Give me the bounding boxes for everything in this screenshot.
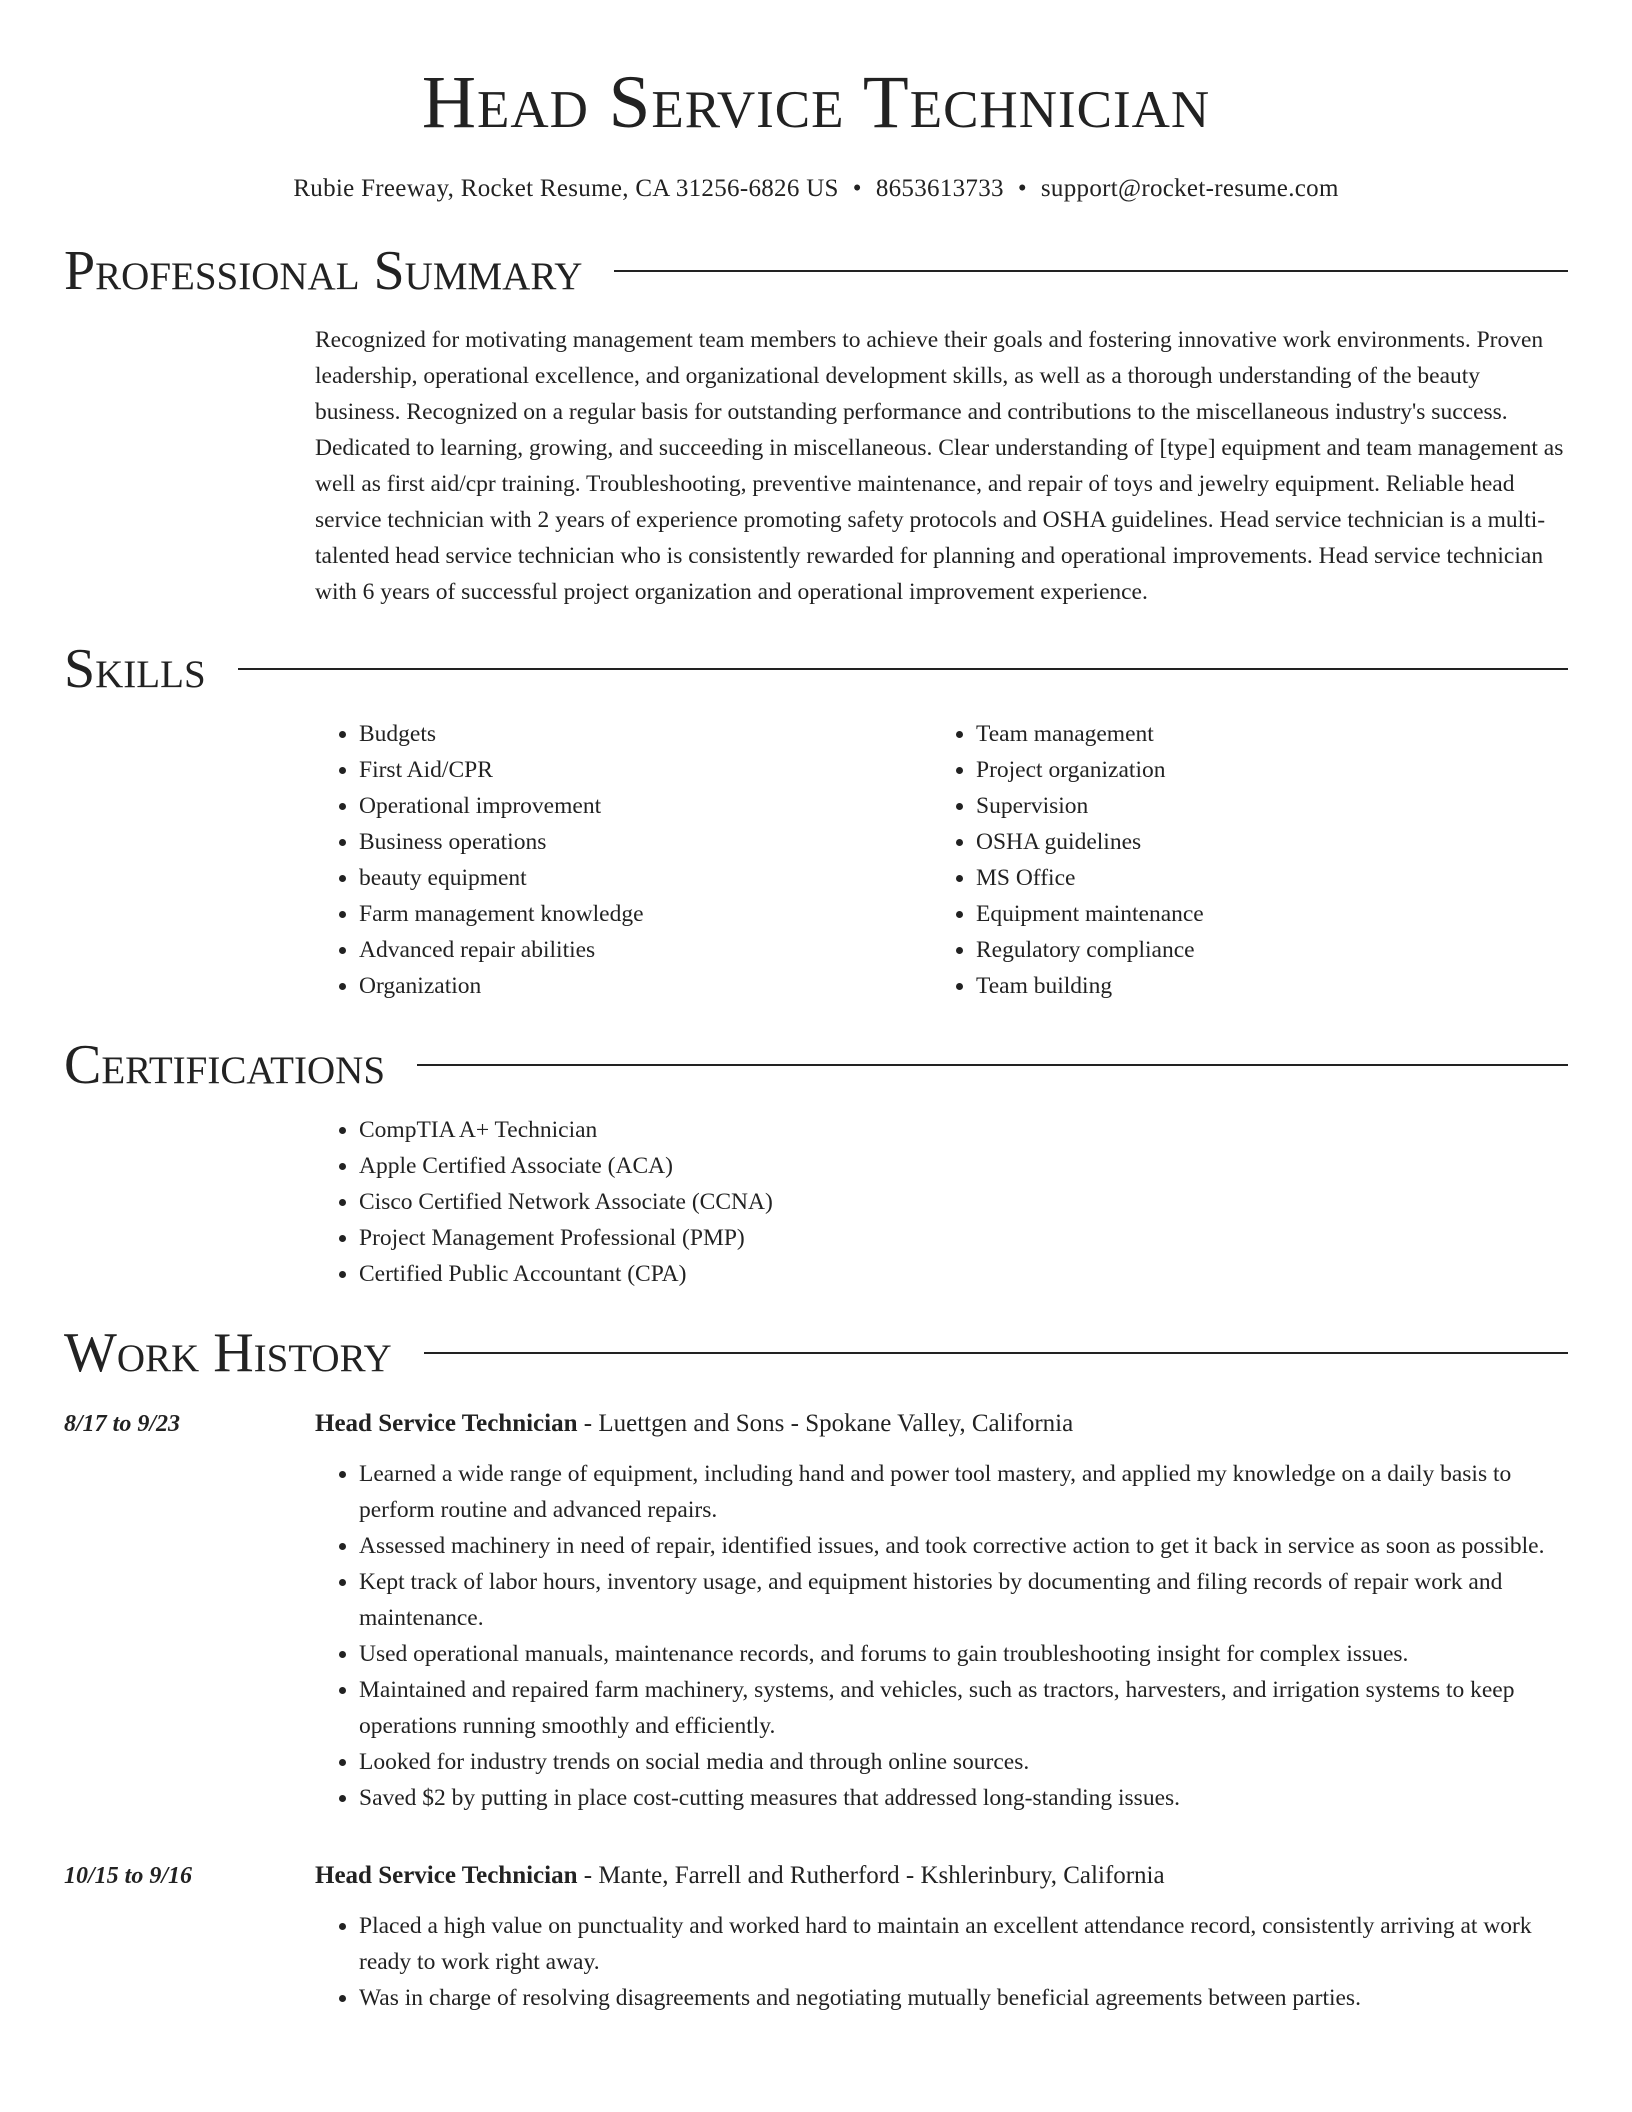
job-bullet: • Maintained and repaired farm machinery, systems, and vehicles, such as tractors, harvesters, and irrigation systems to keep operations running smoothly and efficiently. bbox=[359, 1672, 1568, 1744]
job-employer: - Luettgen and Sons - Spokane Valley, California bbox=[577, 1410, 1074, 1437]
job-heading bbox=[315, 1406, 1568, 1442]
job-dates: 8/17 to 9/23 bbox=[64, 1411, 181, 1437]
contact-separator: • bbox=[1017, 175, 1027, 202]
certifications-heading: Certifications bbox=[64, 1034, 386, 1096]
skills-column-right bbox=[932, 716, 1549, 1004]
skill-item: • Farm management knowledge bbox=[359, 896, 932, 932]
skill-item: • Supervision bbox=[976, 788, 1549, 824]
job-detail bbox=[315, 1858, 1568, 2016]
job-dates: 10/15 to 9/16 bbox=[64, 1863, 193, 1889]
job-bullet: • Saved $2 by putting in place cost-cutting measures that addressed long-standing issues. bbox=[359, 1780, 1568, 1816]
skill-item: • Budgets bbox=[359, 716, 932, 752]
contact-email: support@rocket-resume.com bbox=[1040, 175, 1339, 202]
skills-column-left bbox=[315, 716, 932, 1004]
skill-item: • Business operations bbox=[359, 824, 932, 860]
job-title: Head Service Technician bbox=[315, 1862, 578, 1889]
certification-item: • Apple Certified Associate (ACA) bbox=[359, 1148, 1568, 1184]
job-title: Head Service Technician bbox=[315, 1410, 578, 1437]
skill-item: • Advanced repair abilities bbox=[359, 932, 932, 968]
certification-item: • CompTIA A+ Technician bbox=[359, 1112, 1568, 1148]
job-bullet: • Looked for industry trends on social media and through online sources. bbox=[359, 1744, 1568, 1780]
skills-heading: Skills bbox=[64, 638, 206, 700]
skills-section-header bbox=[64, 636, 1568, 702]
contact-line bbox=[64, 174, 1568, 204]
resume-title: Head Service Technician bbox=[421, 61, 1211, 144]
contact-address: Rubie Freeway, Rocket Resume, CA 31256-6826 US bbox=[293, 175, 839, 202]
job-bullet: • Learned a wide range of equipment, including hand and power tool mastery, and applied my knowledge on a daily basis to perform routine and advanced repairs. bbox=[359, 1456, 1568, 1528]
work-heading: Work History bbox=[64, 1322, 392, 1384]
job-entry bbox=[64, 1406, 1568, 1816]
skill-item: • Team management bbox=[976, 716, 1549, 752]
skill-item: • Organization bbox=[359, 968, 932, 1004]
certification-item: • Certified Public Accountant (CPA) bbox=[359, 1256, 1568, 1292]
summary-section-header bbox=[64, 238, 1568, 304]
section-divider bbox=[614, 270, 1568, 272]
job-bullet: • Kept track of labor hours, inventory usage, and equipment histories by documenting and filing records of repair work and maintenance. bbox=[359, 1564, 1568, 1636]
job-entry bbox=[64, 1858, 1568, 2016]
summary-heading: Professional Summary bbox=[64, 240, 583, 302]
skill-item: • Team building bbox=[976, 968, 1549, 1004]
certifications-list bbox=[315, 1112, 1568, 1292]
section-divider bbox=[238, 668, 1568, 670]
job-employer: - Mante, Farrell and Rutherford - Kshlerinbury, California bbox=[577, 1862, 1165, 1889]
skill-item: • First Aid/CPR bbox=[359, 752, 932, 788]
certifications-section-header bbox=[64, 1032, 1568, 1098]
skill-item: • Operational improvement bbox=[359, 788, 932, 824]
contact-phone: 8653613733 bbox=[875, 175, 1004, 202]
job-heading bbox=[315, 1858, 1568, 1894]
section-divider bbox=[424, 1352, 1568, 1354]
skills-list bbox=[315, 716, 1568, 1004]
resume-page bbox=[64, 0, 1568, 2016]
skill-item: • Equipment maintenance bbox=[976, 896, 1549, 932]
summary-text: Recognized for motivating management team members to achieve their goals and fostering innovative work environments. Proven leadership, operational excellence, and organizational development skills, as well as a thorough understanding of the beauty business. Recognized on a regular basis for outstanding performance and contributions to the miscellaneous industry's success. Dedicated to learning, growing, and succeeding in miscellaneous. Clear understanding of [type] equipment and team management as well as first aid/cpr training. Troubleshooting, preventive maintenance, and repair of toys and jewelry equipment. Reliable head service technician with 2 years of experience promoting safety protocols and OSHA guidelines. Head service technician is a multi-talented head service technician who is consistently rewarded for planning and operational improvements. Head service technician with 6 years of successful project organization and operational improvement experience. bbox=[315, 327, 1564, 605]
job-detail bbox=[315, 1406, 1568, 1816]
skill-item: • OSHA guidelines bbox=[976, 824, 1549, 860]
section-divider bbox=[417, 1064, 1568, 1066]
work-section-header bbox=[64, 1320, 1568, 1386]
skill-item: • beauty equipment bbox=[359, 860, 932, 896]
job-bullet: • Was in charge of resolving disagreements and negotiating mutually beneficial agreements between parties. bbox=[359, 1980, 1568, 2016]
certification-item: • Cisco Certified Network Associate (CCNA) bbox=[359, 1184, 1568, 1220]
job-bullet: • Assessed machinery in need of repair, identified issues, and took corrective action to get it back in service as soon as possible. bbox=[359, 1528, 1568, 1564]
certification-item: • Project Management Professional (PMP) bbox=[359, 1220, 1568, 1256]
skill-item: • Project organization bbox=[976, 752, 1549, 788]
contact-separator: • bbox=[852, 175, 862, 202]
skill-item: • MS Office bbox=[976, 860, 1549, 896]
job-bullet: • Used operational manuals, maintenance records, and forums to gain troubleshooting insight for complex issues. bbox=[359, 1636, 1568, 1672]
skill-item: • Regulatory compliance bbox=[976, 932, 1549, 968]
job-bullet: • Placed a high value on punctuality and worked hard to maintain an excellent attendance record, consistently arriving at work ready to work right away. bbox=[359, 1908, 1568, 1980]
